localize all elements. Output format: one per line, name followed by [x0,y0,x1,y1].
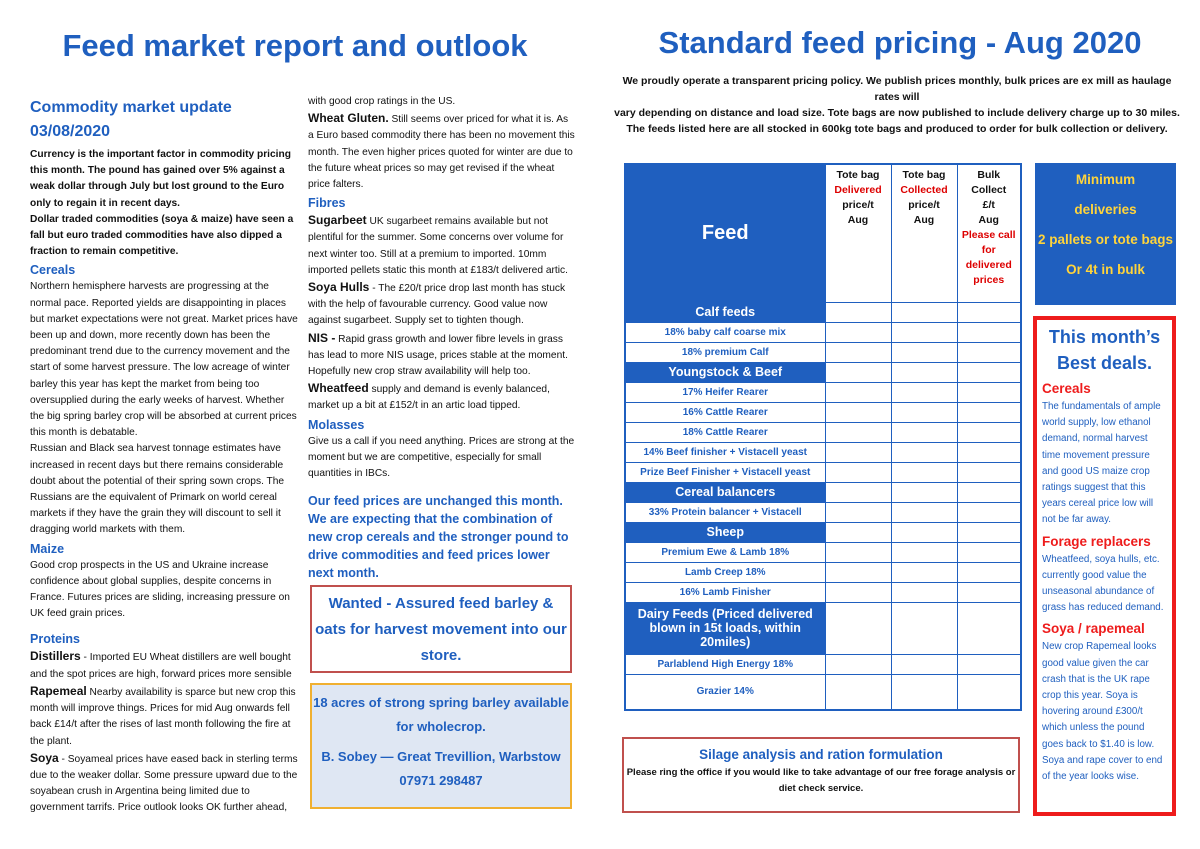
pricing-intro: We proudly operate a transparent pricing policy. We publish prices monthly, bulk prices are ex mill as haulage rates will vary depending on distance and load size. Tote bags are now published to include delivery charge up to 30 miles. The feeds listed here are all stocked in 600kg tote bags and produced to order for bulk collection or delivery. [614,75,1180,135]
feed-name: 33% Protein balancer + Vistacell [625,502,825,522]
price-cell [957,582,1021,602]
price-cell [957,462,1021,482]
wanted-box: Wanted - Assured feed barley & oats for harvest movement into our store. [310,585,572,673]
price-cell [891,522,957,542]
deals-cereals-text: The fundamentals of ample world supply, low ethanol demand, normal harvest time movement pressure and good US maize crop ratings suggest that this years cereal price low will not be far away. [1042,401,1161,526]
maize-paragraph: Good crop prospects in the US and Ukraine increase confidence about global supplies, despite concerns in France. Futures prices are sliding, increasing pressure on UK feed grain prices. [30,559,290,620]
price-cell [891,582,957,602]
price-cell [957,422,1021,442]
price-cell [891,422,957,442]
price-cell [825,462,891,482]
section-title: Sheep [625,522,825,542]
tote-collected-header: Tote bag Collected price/t Aug [891,164,957,302]
price-cell [957,674,1021,710]
price-cell [825,322,891,342]
feed-row [625,654,1021,674]
feed-row [625,582,1021,602]
price-cell [891,674,957,710]
feed-row [625,502,1021,522]
rapemeal-paragraph: Rapemeal Nearby availability is sparce but new crop this month will improve things. Prices for mid Aug onwards fell back £14/t after the rises of last month following the fire at the plant. [30,683,296,747]
molasses-paragraph: Give us a call if you need anything. Prices are strong at the moment but we are competitive, especially for small quantities in IBCs. [308,435,575,480]
silage-text: Please ring the office if you would like to take advantage of our free forage analysis or diet check service. [626,767,1016,794]
price-cell [957,382,1021,402]
price-cell [957,654,1021,674]
minimum-deliveries-box: Minimum deliveries 2 pallets or tote bags Or 4t in bulk [1035,163,1176,305]
price-cell [891,654,957,674]
wheatfeed-paragraph: Wheatfeed supply and demand is evenly balanced, market up a bit at £152/t in an artic load tipped. [308,381,550,412]
left-column [30,96,300,817]
table-header-row [625,164,1021,302]
price-cell [825,302,891,322]
feed-name: 17% Heifer Rearer [625,382,825,402]
silage-box [622,737,1020,813]
feed-row [625,322,1021,342]
price-cell [891,542,957,562]
soya-paragraph: Soya - Soyameal prices have eased back in sterling terms due to the weaker dollar. Some pressure upward due to the soyabean crush in Argentina being limited due to government tarrifs. Price outlook looks OK further ahead, [30,750,298,814]
section-title: Calf feeds [625,302,825,322]
price-cell [957,322,1021,342]
feed-row [625,422,1021,442]
feed-row [625,402,1021,422]
price-cell [825,502,891,522]
feed-row [625,674,1021,710]
middle-column [308,94,576,582]
best-deals-box [1033,316,1176,816]
pricing-table [624,163,1022,711]
feed-row [625,542,1021,562]
report-title: Feed market report and outlook [62,28,528,63]
price-cell [891,482,957,502]
soya-hulls-paragraph: Soya Hulls - The £20/t price drop last month has stuck with the help of favourable currency. Good value now against sugarbeet. Supply set to tighten though. [308,280,566,327]
price-cell [891,362,957,382]
sugarbeet-paragraph: Sugarbeet UK sugarbeet remains available but not plentiful for the summer. Some concerns over volume for next winter too. Still at a premium to imported. 10mm imported pellets static this month at £183/t delivered artic. [308,213,568,276]
price-cell [825,382,891,402]
feed-name: Parlablend High Energy 18% [625,654,825,674]
pricing-title: Standard feed pricing - Aug 2020 [658,25,1142,60]
price-cell [957,302,1021,322]
price-cell [957,402,1021,422]
russia-paragraph: Russian and Black sea harvest tonnage estimates have increased in recent days but there remains considerable doubt about the potential of their spring sown crops. The Russians are the equivalent of Primark on world cereal markets if they have the grain they will discount to sell it dragging world markets with them. [30,443,285,536]
deals-soya-heading: Soya / rapemeal [1042,621,1145,637]
price-cell [825,542,891,562]
price-cell [825,602,891,654]
price-cell [957,442,1021,462]
barley-offer: 18 acres of strong spring barley available for wholecrop. [313,695,569,734]
feed-row [625,442,1021,462]
section-row [625,362,1021,382]
price-cell [825,654,891,674]
prices-callout: Our feed prices are unchanged this month. We are expecting that the combination of new crop cereals and the stronger pound to drive commodities and feed prices lower next month. [308,494,569,581]
section-row [625,482,1021,502]
price-cell [825,522,891,542]
section-row [625,522,1021,542]
deals-heading: This month’s Best deals. [1048,327,1161,373]
price-cell [957,542,1021,562]
feed-row [625,462,1021,482]
price-cell [825,362,891,382]
price-cell [957,342,1021,362]
feed-name: 18% Cattle Rearer [625,422,825,442]
deals-forage-heading: Forage replacers [1042,533,1151,549]
tote-delivered-header: Tote bag Delivered price/t Aug [825,164,891,302]
price-cell [891,382,957,402]
section-title: Cereal balancers [625,482,825,502]
feed-row [625,342,1021,362]
feed-name: Lamb Creep 18% [625,562,825,582]
deals-soya-text: New crop Rapemeal looks good value given the car crash that is the UK rape crop this year. Soya is hovering around £300/t which unless the pound goes back to $1.40 is low. Soya and rape cover to end of the year looks wise. [1042,641,1163,783]
price-cell [891,402,957,422]
price-cell [891,322,957,342]
feed-row [625,562,1021,582]
price-cell [957,602,1021,654]
price-cell [891,302,957,322]
feed-name: 16% Cattle Rearer [625,402,825,422]
section-title: Youngstock & Beef [625,362,825,382]
maize-heading: Maize [30,541,65,556]
section-title: Dairy Feeds (Priced delivered blown in 15t loads, within 20miles) [625,602,825,654]
price-cell [957,362,1021,382]
price-cell [891,562,957,582]
feed-name: 16% Lamb Finisher [625,582,825,602]
price-cell [891,442,957,462]
section-row [625,602,1021,654]
bulk-collect-header: Bulk Collect £/t Aug Please call for delivered prices [957,164,1021,302]
price-cell [891,602,957,654]
silage-title: Silage analysis and ration formulation [699,747,943,762]
section-row [625,302,1021,322]
feed-name: 18% premium Calf [625,342,825,362]
feed-name: 14% Beef finisher + Vistacell yeast [625,442,825,462]
price-cell [825,482,891,502]
price-cell [825,562,891,582]
price-cell [957,502,1021,522]
barley-box [310,683,572,809]
price-cell [825,582,891,602]
cereals-paragraph: Northern hemisphere harvests are progressing at the normal pace. Reported yields are disappointing in places but market expectations were not great. Market prices have been up and down, more recently down has been the predominant trend due to the currency movement and the start of some harvest pressure. The low acreage of winter barley this year has kept the market from being too oversupplied during the early weeks of harvest. Whether the big spring barley crop will be absorbed at current prices this month is debatable. [30,281,298,439]
wheat-gluten-paragraph: Wheat Gluten. Still seems over priced for what it is. As a Euro based commodity there has been no movement this month. The even higher prices quoted for winter are due to the future wheat prices so may get revised if the wheat price falters. [308,111,575,191]
price-cell [825,674,891,710]
dollar-paragraph: Dollar traded commodities (soya & maize) have seen a fall but euro traded commodities have also dipped a fraction to remain competitive. [30,213,294,258]
nis-paragraph: NIS - Rapid grass growth and lower fibre levels in grass has lead to more NIS usage, prices stable at the moment. Hopefully new crop straw availability will help too. [308,330,568,378]
price-cell [891,462,957,482]
price-cell [825,402,891,422]
proteins-heading: Proteins [30,632,81,647]
fibres-heading: Fibres [308,196,346,211]
price-cell [957,562,1021,582]
price-cell [825,442,891,462]
price-cell [957,522,1021,542]
price-cell [957,482,1021,502]
feed-name: Premium Ewe & Lamb 18% [625,542,825,562]
barley-contact: B. Sobey — Great Trevillion, Warbstow 07971 298487 [321,749,561,788]
deals-forage-text: Wheatfeed, soya hulls, etc. currently good value the unseasonal abundance of grass has reduced demand. [1042,553,1164,614]
price-cell [891,502,957,522]
feed-header: Feed [625,164,825,302]
price-cell [825,342,891,362]
feed-name: Prize Beef Finisher + Vistacell yeast [625,462,825,482]
feed-name: 18% baby calf coarse mix [625,322,825,342]
soya-continued: with good crop ratings in the US. [308,96,456,107]
deals-cereals-heading: Cereals [1042,381,1091,396]
update-date: 03/08/2020 [30,123,111,140]
price-cell [825,422,891,442]
feed-name: Grazier 14% [625,674,825,710]
cereals-heading: Cereals [30,263,76,278]
distillers-paragraph: Distillers - Imported EU Wheat distillers are well bought and the spot prices are high, forward prices more sensible [30,649,292,680]
price-cell [891,342,957,362]
molasses-heading: Molasses [308,417,365,432]
update-heading: Commodity market update [30,99,232,116]
feed-row [625,382,1021,402]
currency-paragraph: Currency is the important factor in commodity pricing this month. The pound has gained over 5% against a weak dollar through July but lost ground to the Euro only to regain it in recent days. [30,149,291,209]
